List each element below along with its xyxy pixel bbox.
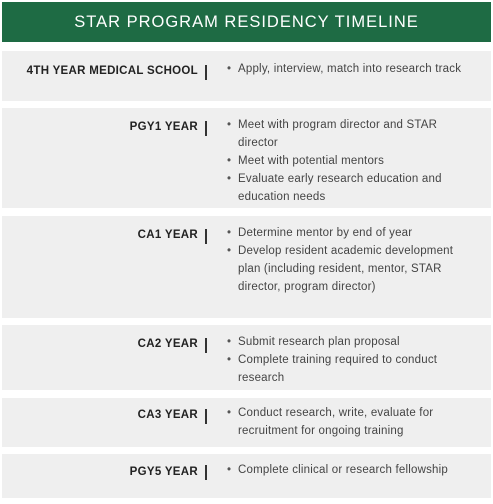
timeline-row-pgy5-year: [2, 454, 491, 498]
bullet-icon: •: [227, 173, 232, 185]
row-separator: [205, 338, 207, 353]
timeline-row-ca1-year: [2, 216, 491, 318]
bullet-icon: •: [227, 227, 232, 239]
list-item: • Evaluate early research education and education needs: [227, 170, 467, 206]
timeline-table: [2, 2, 491, 502]
list-item: • Apply, interview, match into research track: [227, 60, 467, 78]
bullet-icon: •: [227, 407, 232, 419]
bullet-icon: •: [227, 464, 232, 476]
bullet-icon: •: [227, 336, 232, 348]
timeline-header: [2, 2, 491, 42]
row-items: [227, 461, 467, 479]
row-separator: [205, 229, 207, 244]
row-label: CA2 YEAR: [137, 338, 198, 350]
list-item: • Complete clinical or research fellowship: [227, 461, 467, 479]
row-items: [227, 333, 467, 387]
bullet-icon: •: [227, 63, 232, 75]
timeline-row-4th-year-medical-school: [2, 51, 491, 101]
timeline-title: STAR PROGRAM RESIDENCY TIMELINE: [74, 12, 419, 31]
row-label: 4TH YEAR MEDICAL SCHOOL: [26, 65, 198, 77]
list-item: • Conduct research, write, evaluate for recruitment for ongoing training: [227, 404, 467, 440]
list-item: • Complete training required to conduct research: [227, 351, 467, 387]
timeline-row-ca2-year: [2, 325, 491, 390]
row-items: [227, 404, 467, 440]
row-label: PGY5 YEAR: [129, 466, 198, 478]
timeline-row-ca3-year: [2, 398, 491, 447]
bullet-icon: •: [227, 155, 232, 167]
row-items: [227, 224, 467, 296]
row-label: CA3 YEAR: [137, 409, 198, 421]
list-item: • Submit research plan proposal: [227, 333, 467, 351]
row-label: CA1 YEAR: [137, 229, 198, 241]
row-separator: [205, 65, 207, 80]
row-label: PGY1 YEAR: [129, 121, 198, 133]
row-items: [227, 60, 467, 78]
bullet-icon: •: [227, 354, 232, 366]
row-items: [227, 116, 467, 206]
bullet-icon: •: [227, 245, 232, 257]
row-separator: [205, 409, 207, 424]
list-item: • Meet with potential mentors: [227, 152, 467, 170]
list-item: • Develop resident academic development plan (including resident, mentor, STAR director, program director): [227, 242, 467, 296]
list-item: • Determine mentor by end of year: [227, 224, 467, 242]
timeline-row-pgy1-year: [2, 108, 491, 208]
row-separator: [205, 121, 207, 136]
row-separator: [205, 465, 207, 480]
list-item: • Meet with program director and STAR director: [227, 116, 467, 152]
bullet-icon: •: [227, 119, 232, 131]
